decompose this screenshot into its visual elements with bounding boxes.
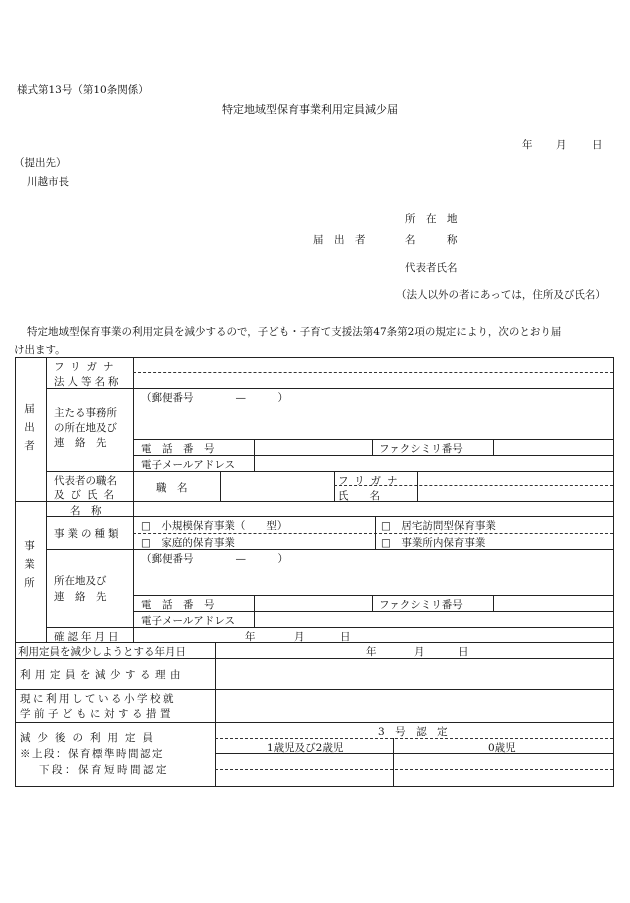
addressee: 川越市長 xyxy=(27,176,69,188)
form-number: 様式第13号（第10条関係） xyxy=(17,84,149,96)
reduce-year: 年 xyxy=(366,646,377,658)
document-title: 特定地域型保育事業利用定員減少届 xyxy=(222,103,398,116)
submit-to-label: （提出先） xyxy=(14,157,67,169)
after-lower-note: 下段：保育短時間認定 xyxy=(39,764,169,776)
after-reduction-label: 減少後の利用定員 xyxy=(20,732,160,744)
address-label: 所 在 地 xyxy=(405,213,458,225)
main-office-label-3: 連 絡 先 xyxy=(54,437,107,449)
reporter-section-label: 届出者 xyxy=(23,403,35,459)
email-label: 電子メールアドレス xyxy=(141,459,235,471)
reason-label: 利用定員を減少する理由 xyxy=(20,669,185,681)
reduce-day: 日 xyxy=(458,646,469,658)
facility-email-label: 電子メールアドレス xyxy=(141,615,235,627)
postal-code-line: （郵便番号 — ） xyxy=(141,392,288,404)
rep-furigana-label: フリガナ xyxy=(338,475,404,487)
position-label: 職 名 xyxy=(156,482,188,494)
rep-title-label-2: 及び氏名 xyxy=(54,489,120,501)
facility-postal-line: （郵便番号 — ） xyxy=(141,553,288,565)
rep-name-label: 氏 名 xyxy=(338,490,380,502)
confirm-date-label: 確認年月日 xyxy=(54,631,122,643)
furigana-label: フリガナ xyxy=(54,361,120,373)
rep-title-label-1: 代表者の職名 xyxy=(54,475,117,487)
reduce-month: 月 xyxy=(414,646,425,658)
measures-label-2: 学前子どもに対する措置 xyxy=(20,708,174,720)
phone-label: 電 話 番 号 xyxy=(141,443,215,455)
facility-address-label-1: 所在地及び xyxy=(54,575,107,587)
reporter-label: 届 出 者 xyxy=(313,234,366,246)
main-office-label-1: 主たる事務所 xyxy=(54,407,117,419)
facility-section-label: 事業所 xyxy=(23,540,35,596)
facility-phone-label: 電 話 番 号 xyxy=(141,599,215,611)
facility-name-label: 名 称 xyxy=(70,505,102,517)
corp-name-label: 法人等名称 xyxy=(54,376,122,388)
age-1-2-label: 1歳児及び2歳児 xyxy=(267,742,344,754)
facility-address-label-2: 連 絡 先 xyxy=(54,591,107,603)
date-month-label: 月 xyxy=(556,139,567,151)
representative-label: 代表者氏名 xyxy=(405,262,458,274)
type-small-scale[interactable]: □ 小規模保育事業（ 型） xyxy=(141,520,288,532)
confirm-day: 日 xyxy=(340,631,351,643)
age-0-label: 0歳児 xyxy=(488,742,516,754)
certification-3-label: 3 号 認 定 xyxy=(378,726,448,738)
name-label: 名 称 xyxy=(405,234,458,246)
type-onsite[interactable]: □ 事業所内保育事業 xyxy=(381,537,486,549)
confirm-month: 月 xyxy=(294,631,305,643)
fax-label: ファクシミリ番号 xyxy=(379,443,463,455)
confirm-year: 年 xyxy=(245,631,256,643)
facility-fax-label: ファクシミリ番号 xyxy=(379,599,463,611)
reduce-date-label: 利用定員を減少しようとする年月日 xyxy=(18,646,186,658)
intro-text-line1: 特定地域型保育事業の利用定員を減少するので，子ども・子育て支援法第47条第2項の規定により，次のとおり届 xyxy=(27,326,562,338)
after-upper-note: ※上段：保育標準時間認定 xyxy=(20,748,164,760)
business-type-label: 事業の種類 xyxy=(54,528,122,540)
type-home-visit[interactable]: □ 居宅訪問型保育事業 xyxy=(381,520,496,532)
date-day-label: 日 xyxy=(592,139,603,151)
corporation-note: （法人以外の者にあっては，住所及び氏名） xyxy=(396,289,606,301)
intro-text-line2: け出ます。 xyxy=(14,344,66,356)
measures-label-1: 現に利用している小学校就 xyxy=(20,693,176,705)
main-office-label-2: の所在地及び xyxy=(54,422,117,434)
type-home-based[interactable]: □ 家庭的保育事業 xyxy=(141,537,235,549)
date-year-label: 年 xyxy=(522,139,533,151)
